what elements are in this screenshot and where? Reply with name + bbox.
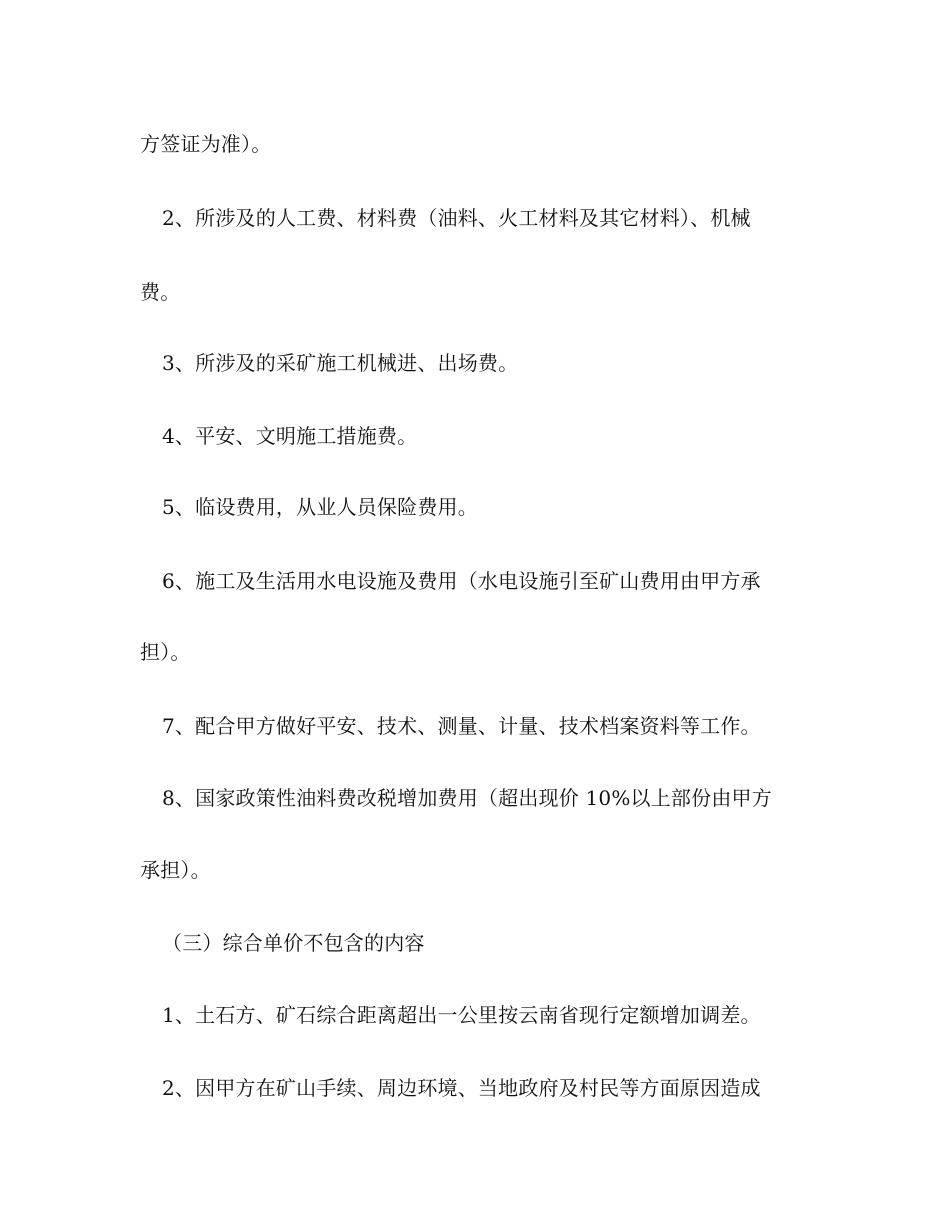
text-line: 担）。 xyxy=(140,640,191,664)
section-heading: （三）综合单价不包含的内容 xyxy=(162,931,425,955)
text-line: 5、临设费用，从业人员保险费用。 xyxy=(162,495,478,519)
text-line: 承担）。 xyxy=(140,858,211,882)
text-line: 6、施工及生活用水电设施及费用（水电设施引至矿山费用由甲方承 xyxy=(162,569,761,593)
text-line: 2、因甲方在矿山手续、周边环境、当地政府及村民等方面原因造成 xyxy=(162,1076,761,1100)
text-line: 费。 xyxy=(140,280,181,304)
text-line: 2、所涉及的人工费、材料费（油料、火工材料及其它材料）、机械 xyxy=(162,206,751,230)
text-line: 4、平安、文明施工措施费。 xyxy=(162,424,418,448)
text-line: 方签证为准）。 xyxy=(140,132,272,156)
text-line: 8、国家政策性油料费改税增加费用（超出现价 10%以上部份由甲方 xyxy=(162,786,772,810)
text-line: 7、配合甲方做好平安、技术、测量、计量、技术档案资料等工作。 xyxy=(162,714,761,738)
text-line: 3、所涉及的采矿施工机械进、出场费。 xyxy=(162,351,519,375)
text-line: 1、土石方、矿石综合距离超出一公里按云南省现行定额增加调差。 xyxy=(162,1003,761,1027)
